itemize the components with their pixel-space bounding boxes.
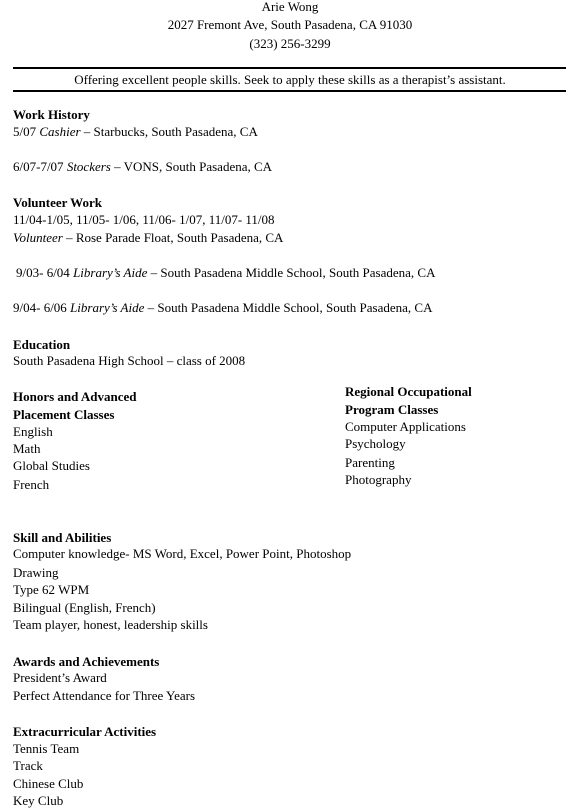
work-place: VONS, South Pasadena, CA [123, 159, 273, 174]
honors-heading: Honors and Advanced [13, 389, 137, 404]
rop-item: Computer Applications [345, 419, 466, 434]
objective-statement: Offering excellent people skills. Seek to apply these skills as a therapist’s assistant. [74, 72, 506, 87]
volunteer-title: Volunteer [13, 230, 63, 245]
volunteer-entry [13, 299, 433, 316]
skill-item: Drawing [13, 565, 59, 580]
award-item: Perfect Attendance for Three Years [13, 688, 196, 703]
volunteer-place: South Pasadena Middle School, South Pasadena, CA [157, 300, 433, 315]
volunteer-entry [16, 264, 436, 281]
volunteer-title: Library’s Aide [73, 265, 148, 280]
skill-item: Computer knowledge- MS Word, Excel, Power Point, Photoshop [13, 546, 352, 561]
work-title: Cashier [39, 124, 81, 139]
work-entry [13, 123, 258, 140]
separator: – [114, 159, 121, 174]
honors-heading: Placement Classes [13, 407, 115, 422]
skills-heading: Skill and Abilities [13, 530, 112, 545]
activity-item: Track [13, 758, 43, 773]
activity-item: Chinese Club [13, 776, 84, 791]
honors-item: Math [13, 441, 41, 456]
applicant-name: Arie Wong [261, 0, 319, 14]
skill-item: Type 62 WPM [13, 582, 90, 597]
activity-item: Tennis Team [13, 741, 80, 756]
applicant-phone: (323) 256-3299 [249, 36, 331, 51]
separator: – [147, 300, 155, 315]
volunteer-entry [13, 229, 283, 246]
volunteer-heading: Volunteer Work [13, 195, 102, 210]
work-place: Starbucks, South Pasadena, CA [93, 124, 258, 139]
extracurricular-heading: Extracurricular Activities [13, 724, 157, 739]
skill-item: Team player, honest, leadership skills [13, 617, 208, 632]
work-title: Stockers [66, 159, 111, 174]
separator: – [66, 230, 73, 245]
separator: – [83, 124, 91, 139]
work-dates: 5/07 [13, 124, 37, 139]
separator: – [150, 265, 158, 280]
volunteer-dates: 9/04- 6/06 [13, 300, 67, 315]
rop-item: Psychology [345, 436, 406, 451]
rop-heading: Program Classes [345, 402, 439, 417]
activity-item: Key Club [13, 793, 64, 808]
rop-item: Parenting [345, 455, 395, 470]
honors-item: Global Studies [13, 458, 90, 473]
work-history-heading: Work History [13, 107, 90, 122]
work-dates: 6/07-7/07 [13, 159, 64, 174]
volunteer-place: South Pasadena Middle School, South Pasadena, CA [160, 265, 436, 280]
bottom-rule [13, 90, 566, 92]
honors-item: French [13, 477, 50, 492]
top-rule [13, 67, 566, 69]
rop-item: Photography [345, 472, 412, 487]
skill-item: Bilingual (English, French) [13, 600, 156, 615]
applicant-address: 2027 Fremont Ave, South Pasadena, CA 91030 [167, 17, 413, 32]
awards-heading: Awards and Achievements [13, 654, 160, 669]
volunteer-title: Library’s Aide [70, 300, 145, 315]
volunteer-place: Rose Parade Float, South Pasadena, CA [75, 230, 284, 245]
volunteer-dates: 9/03- 6/04 [16, 265, 70, 280]
honors-item: English [13, 424, 53, 439]
work-entry [13, 158, 272, 175]
volunteer-dates: 11/04-1/05, 11/05- 1/06, 11/06- 1/07, 11/07- 11/08 [13, 212, 275, 227]
education-heading: Education [13, 337, 71, 352]
rop-heading: Regional Occupational [345, 384, 472, 399]
education-line: South Pasadena High School – class of 2008 [13, 353, 246, 368]
award-item: President’s Award [13, 670, 107, 685]
